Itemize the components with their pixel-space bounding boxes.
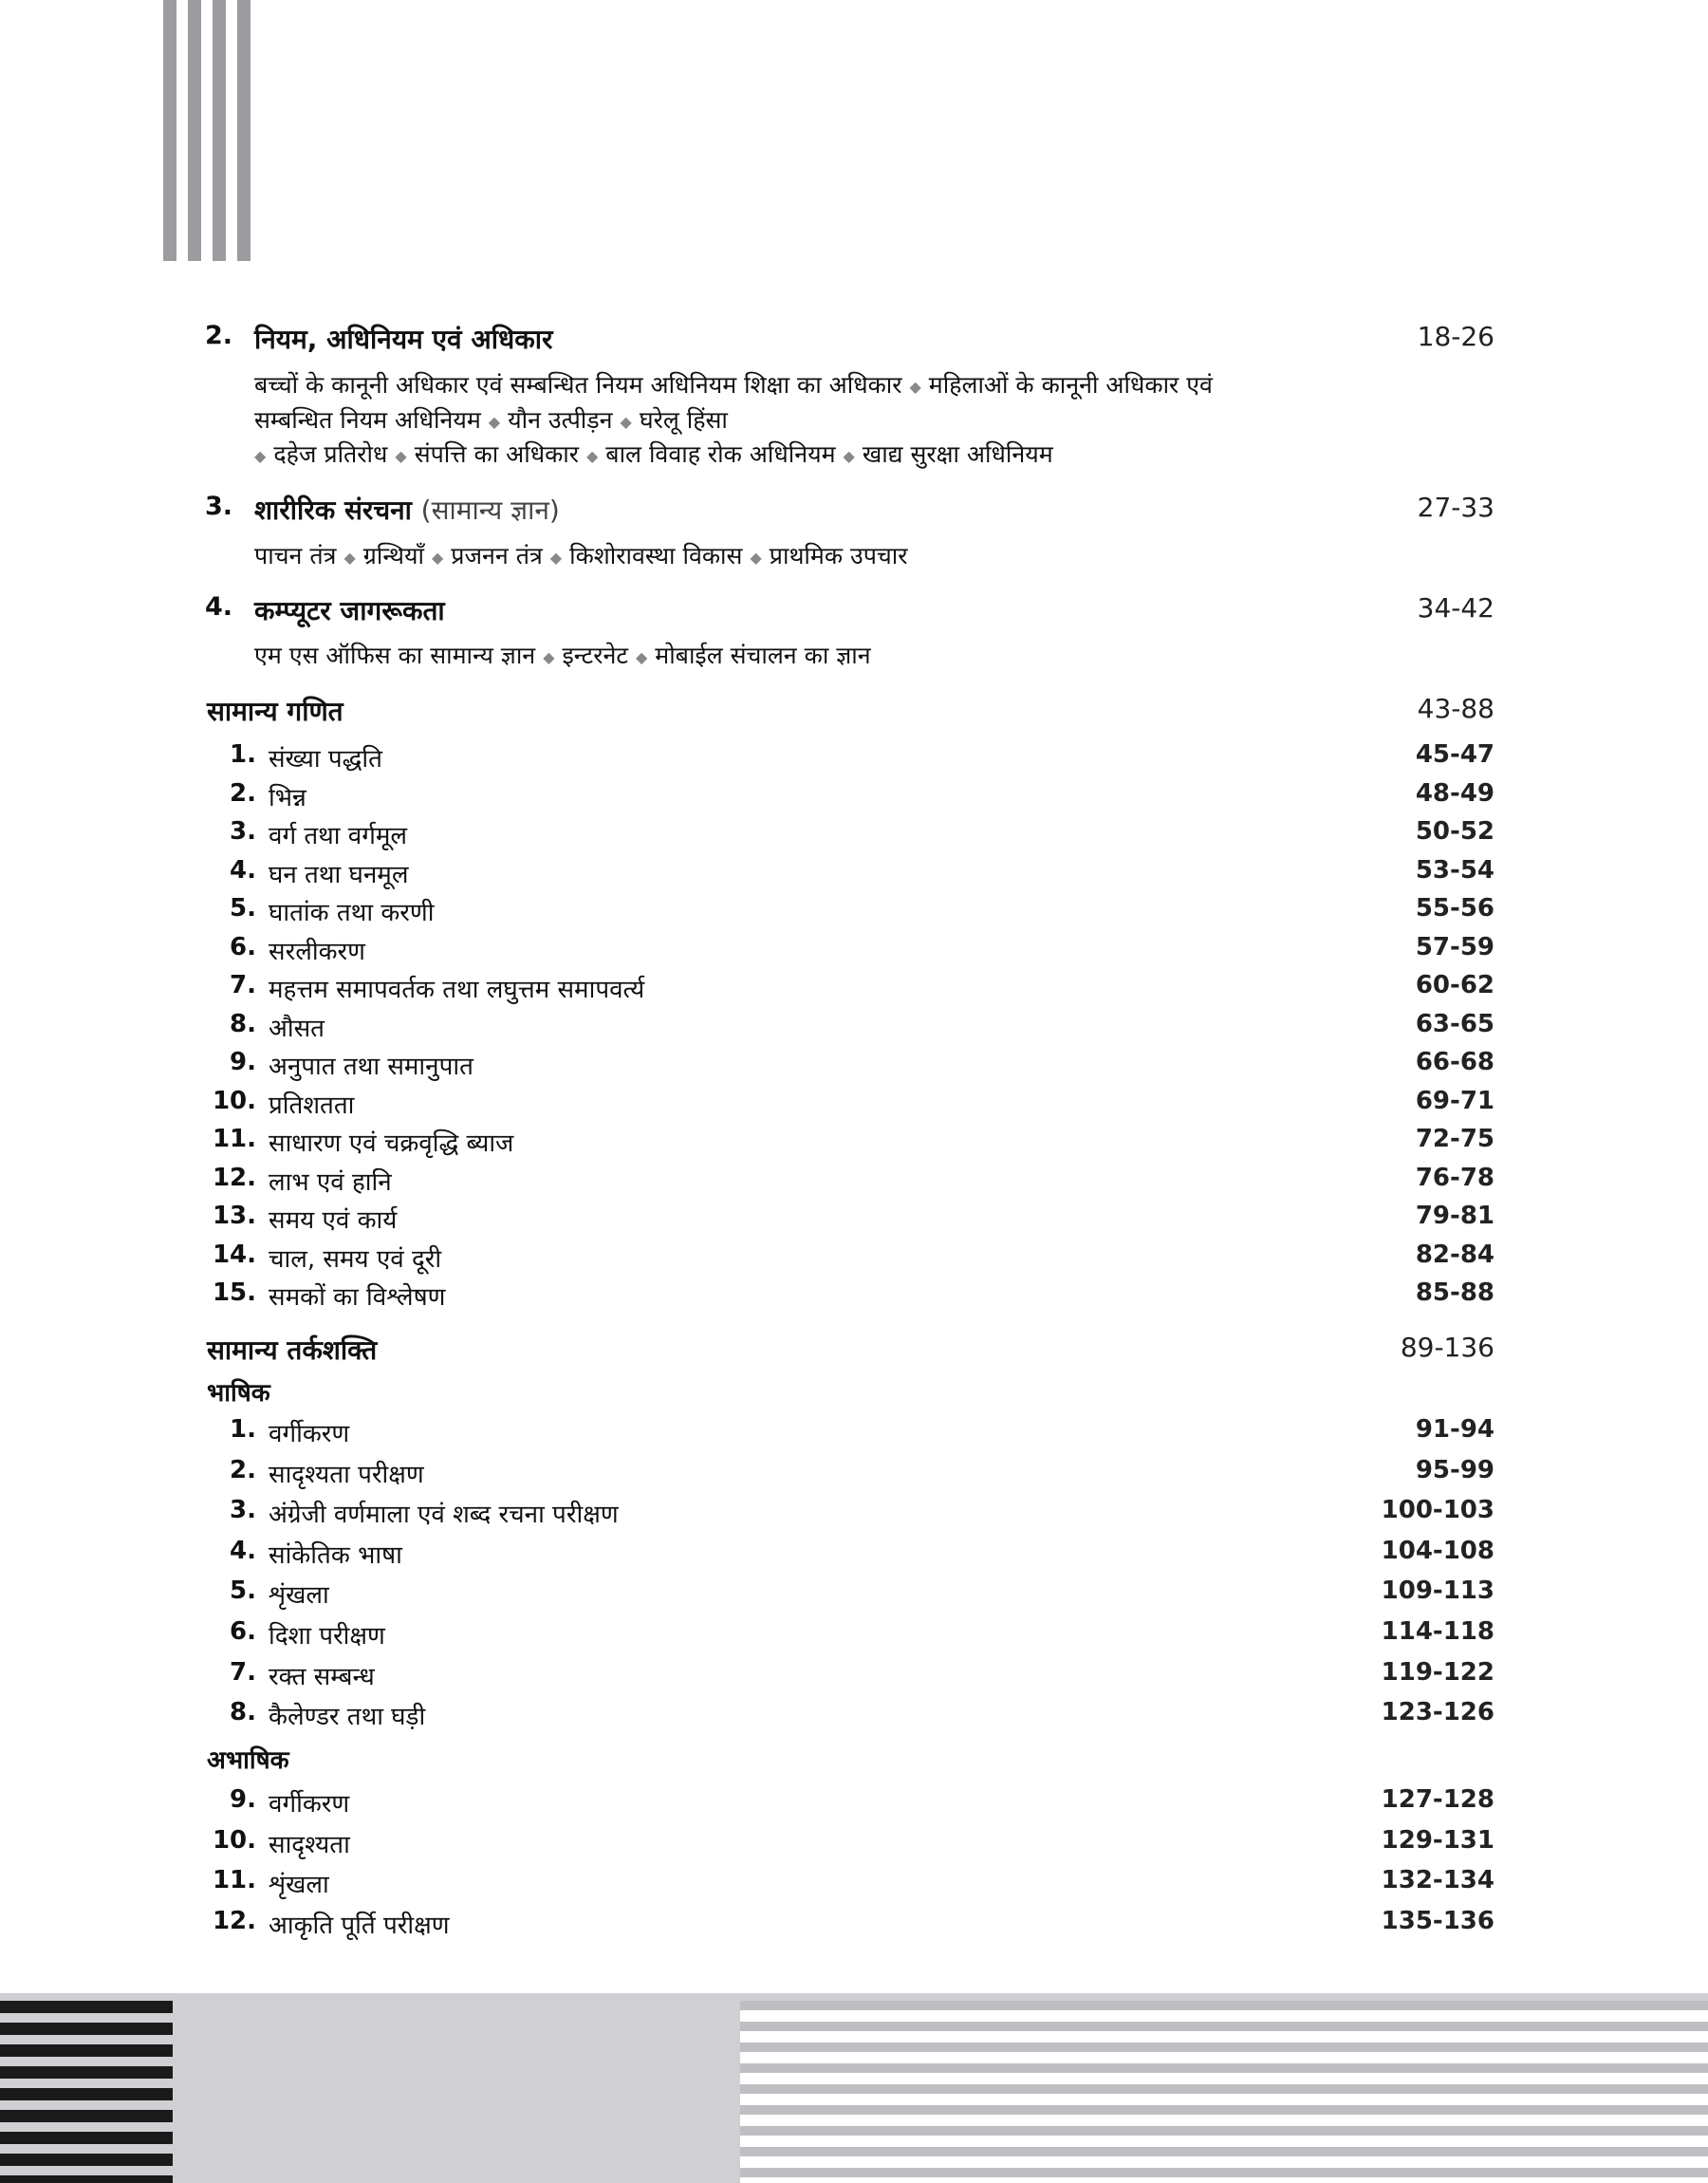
part-title: सामान्य तर्कशक्ति xyxy=(207,1334,378,1366)
topic: बच्चों के कानूनी अधिकार एवं सम्बन्धित नियम अधिनियम शिक्षा का अधिकार xyxy=(254,371,902,399)
chapter-pages: 53-54 xyxy=(1415,855,1494,885)
chapter-pages: 91-94 xyxy=(1415,1415,1494,1444)
topic: प्राथमिक उपचार xyxy=(769,542,908,569)
chapter-pages: 127-128 xyxy=(1381,1785,1494,1814)
chapter-number: 9. xyxy=(230,1785,256,1814)
section-description xyxy=(254,403,728,436)
bullet-icon: ◆ xyxy=(395,446,407,465)
chapter-number: 7. xyxy=(230,1657,256,1687)
chapter-number: 10. xyxy=(212,1086,256,1115)
decorative-vertical-bars xyxy=(163,0,251,261)
bullet-icon: ◆ xyxy=(585,446,599,465)
chapter-title: समकों का विश्लेषण xyxy=(269,1283,446,1312)
chapter-number: 3. xyxy=(230,817,256,846)
chapter-pages: 123-126 xyxy=(1381,1698,1494,1727)
decor-bar xyxy=(213,0,226,261)
chapter-pages: 114-118 xyxy=(1381,1617,1494,1646)
chapter-pages: 60-62 xyxy=(1415,971,1494,999)
section-title: कम्प्यूटर जागरूकता xyxy=(254,595,445,626)
chapter-title: वर्गीकरण xyxy=(269,1420,350,1448)
section-pages: 27-33 xyxy=(1417,492,1494,523)
part-pages: 89-136 xyxy=(1400,1332,1494,1363)
chapter-number: 4. xyxy=(230,1536,256,1565)
section-title: नियम, अधिनियम एवं अधिकार xyxy=(254,324,553,355)
chapter-number: 15. xyxy=(212,1278,256,1307)
chapter-pages: 57-59 xyxy=(1415,932,1494,961)
chapter-number: 10. xyxy=(212,1825,256,1855)
subsection-heading: भाषिक xyxy=(207,1379,270,1408)
bullet-icon: ◆ xyxy=(620,412,632,431)
chapter-number: 14. xyxy=(212,1240,256,1269)
chapter-pages: 55-56 xyxy=(1415,894,1494,923)
topic: खाद्य सुरक्षा अधिनियम xyxy=(862,440,1053,468)
bullet-icon: ◆ xyxy=(343,548,356,567)
chapter-number: 6. xyxy=(230,932,256,961)
chapter-pages: 79-81 xyxy=(1415,1202,1494,1230)
topic: प्रजनन तंत्र xyxy=(451,542,543,569)
chapter-pages: 72-75 xyxy=(1415,1125,1494,1153)
chapter-pages: 50-52 xyxy=(1415,817,1494,846)
chapter-number: 11. xyxy=(212,1125,256,1153)
decor-bar xyxy=(188,0,201,261)
chapter-number: 7. xyxy=(230,971,256,999)
chapter-title: साधारण एवं चक्रवृद्धि ब्याज xyxy=(269,1129,514,1158)
topic: सम्बन्धित नियम अधिनियम xyxy=(254,406,481,434)
chapter-title: अंग्रेजी वर्णमाला एवं शब्द रचना परीक्षण xyxy=(269,1501,619,1530)
topic: मोबाईल संचालन का ज्ञान xyxy=(655,642,871,669)
bullet-icon: ◆ xyxy=(254,446,267,465)
chapter-title: चाल, समय एवं दूरी xyxy=(269,1244,442,1274)
topic: महिलाओं के कानूनी अधिकार एवं xyxy=(928,371,1213,399)
part-title: सामान्य गणित xyxy=(207,696,343,727)
chapter-pages: 135-136 xyxy=(1381,1906,1494,1935)
section-title xyxy=(254,492,560,528)
decor-bar xyxy=(237,0,251,261)
section-pages: 18-26 xyxy=(1417,321,1494,352)
section-description xyxy=(254,368,1213,401)
chapter-number: 11. xyxy=(212,1866,256,1895)
chapter-number: 2. xyxy=(230,1455,256,1484)
section-pages: 34-42 xyxy=(1417,592,1494,624)
section-title-text: शारीरिक संरचना xyxy=(254,494,412,526)
chapter-title: शृंखला xyxy=(269,1581,329,1611)
chapter-number: 13. xyxy=(212,1202,256,1230)
footer-left-stripes xyxy=(0,2001,173,2183)
chapter-number: 3. xyxy=(230,1496,256,1525)
chapter-number: 8. xyxy=(230,1009,256,1038)
chapter-pages: 132-134 xyxy=(1381,1866,1494,1895)
topic: किशोरावस्था विकास xyxy=(569,542,743,569)
chapter-title: वर्ग तथा वर्गमूल xyxy=(269,822,408,850)
chapter-title: रक्त सम्बन्ध xyxy=(269,1662,375,1691)
chapter-title: संख्या पद्धति xyxy=(269,745,382,774)
topic: यौन उत्पीड़न xyxy=(508,406,613,434)
section-number: 3. xyxy=(205,492,233,521)
topic: ग्रन्थियाँ xyxy=(362,542,424,569)
chapter-pages: 129-131 xyxy=(1381,1825,1494,1855)
chapter-pages: 76-78 xyxy=(1415,1163,1494,1192)
chapter-title: अनुपात तथा समानुपात xyxy=(269,1053,473,1081)
section-description xyxy=(254,539,907,571)
decor-bar xyxy=(163,0,176,261)
section-description xyxy=(254,438,1053,470)
bullet-icon: ◆ xyxy=(431,548,444,567)
topic: एम एस ऑफिस का सामान्य ज्ञान xyxy=(254,642,536,669)
bullet-icon: ◆ xyxy=(843,446,855,465)
chapter-pages: 100-103 xyxy=(1381,1496,1494,1525)
chapter-title: लाभ एवं हानि xyxy=(269,1167,392,1197)
chapter-title: प्रतिशतता xyxy=(269,1091,355,1120)
part-pages: 43-88 xyxy=(1417,693,1494,724)
chapter-title: भिन्न xyxy=(269,783,306,812)
section-number: 2. xyxy=(205,321,233,350)
subsection-heading: अभाषिक xyxy=(207,1746,289,1775)
chapter-number: 8. xyxy=(230,1698,256,1727)
chapter-title: समय एवं कार्य xyxy=(269,1206,398,1235)
section-number: 4. xyxy=(205,592,233,622)
chapter-title: शृंखला xyxy=(269,1871,329,1900)
chapter-number: 4. xyxy=(230,855,256,885)
chapter-pages: 45-47 xyxy=(1415,740,1494,769)
topic: दहेज प्रतिरोध xyxy=(273,440,388,468)
section-description xyxy=(254,639,871,671)
chapter-title: घातांक तथा करणी xyxy=(269,899,435,927)
chapter-pages: 63-65 xyxy=(1415,1009,1494,1038)
chapter-title: सादृश्यता xyxy=(269,1830,350,1859)
chapter-number: 9. xyxy=(230,1048,256,1076)
topic: पाचन तंत्र xyxy=(254,542,337,569)
topic: इन्टरनेट xyxy=(562,642,628,669)
chapter-number: 12. xyxy=(212,1906,256,1935)
bullet-icon: ◆ xyxy=(909,377,921,396)
chapter-pages: 82-84 xyxy=(1415,1240,1494,1269)
chapter-title: वर्गीकरण xyxy=(269,1790,350,1819)
chapter-number: 5. xyxy=(230,1577,256,1606)
bullet-icon: ◆ xyxy=(549,548,563,567)
section-title-sub: (सामान्य ज्ञान) xyxy=(420,494,560,526)
chapter-number: 1. xyxy=(230,1415,256,1444)
chapter-pages: 104-108 xyxy=(1381,1536,1494,1565)
chapter-title: कैलेण्डर तथा घड़ी xyxy=(269,1703,426,1732)
chapter-number: 2. xyxy=(230,778,256,808)
chapter-title: घन तथा घनमूल xyxy=(269,860,409,889)
chapter-number: 12. xyxy=(212,1163,256,1192)
chapter-pages: 109-113 xyxy=(1381,1577,1494,1606)
chapter-number: 1. xyxy=(230,740,256,769)
bullet-icon: ◆ xyxy=(488,412,501,431)
chapter-title: औसत xyxy=(269,1014,325,1043)
chapter-number: 6. xyxy=(230,1617,256,1646)
chapter-pages: 69-71 xyxy=(1415,1086,1494,1115)
footer-right-stripes xyxy=(740,2001,1708,2183)
chapter-pages: 48-49 xyxy=(1415,778,1494,808)
chapter-title: सादृश्यता परीक्षण xyxy=(269,1460,424,1489)
chapter-pages: 66-68 xyxy=(1415,1048,1494,1076)
chapter-pages: 85-88 xyxy=(1415,1278,1494,1307)
chapter-number: 5. xyxy=(230,894,256,923)
chapter-pages: 119-122 xyxy=(1381,1657,1494,1687)
chapter-title: आकृति पूर्ति परीक्षण xyxy=(269,1911,450,1940)
chapter-title: सरलीकरण xyxy=(269,937,365,966)
chapter-title: महत्तम समापवर्तक तथा लघुत्तम समापवर्त्य xyxy=(269,976,645,1004)
chapter-title: दिशा परीक्षण xyxy=(269,1622,385,1651)
topic: घरेलू हिंसा xyxy=(639,406,728,434)
bullet-icon: ◆ xyxy=(750,548,762,567)
topic: बाल विवाह रोक अधिनियम xyxy=(605,440,836,468)
chapter-title: सांकेतिक भाषा xyxy=(269,1540,402,1570)
chapter-pages: 95-99 xyxy=(1415,1455,1494,1484)
bullet-icon: ◆ xyxy=(543,647,555,666)
topic: संपत्ति का अधिकार xyxy=(414,440,579,468)
bullet-icon: ◆ xyxy=(635,647,648,666)
